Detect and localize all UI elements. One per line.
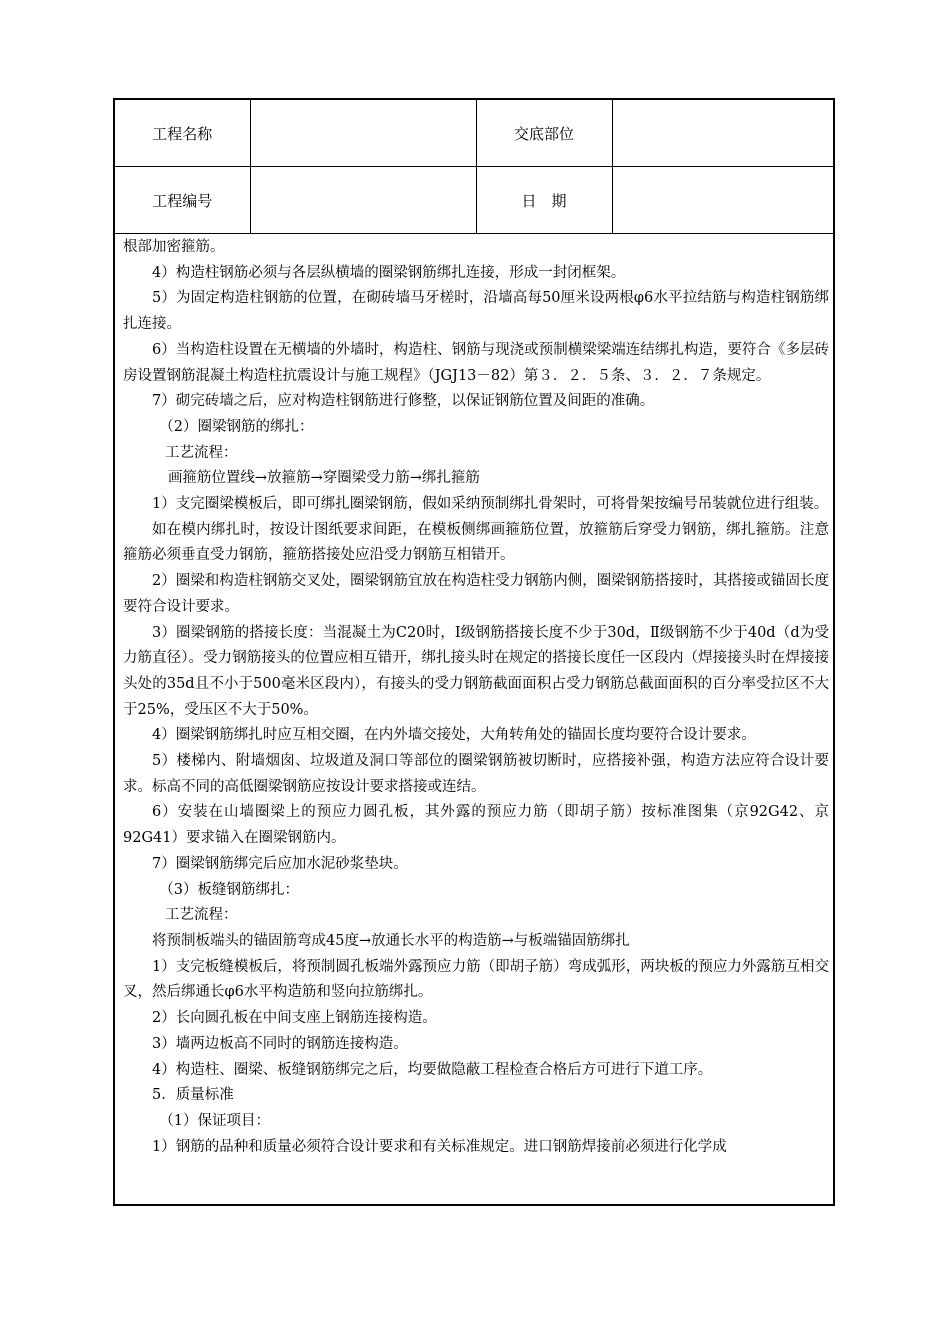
paragraph: 6）当构造柱设置在无横墙的外墙时，构造柱、钢筋与现浇或预制横梁梁端连结绑扎构造，要符合《多层砖房设置钢筋混凝土构造柱抗震设计与施工规程》（JGJ13－82）第３．２．５条、３．２．７条规定。 (123, 341, 829, 384)
paragraph: 根部加密箍筋。 (123, 239, 225, 255)
project-name-value[interactable] (250, 100, 476, 167)
paragraph: 2）长向圆孔板在中间支座上钢筋连接构造。 (152, 1010, 437, 1027)
section-heading: 5．质量标准 (152, 1087, 234, 1104)
paragraph: 7）圈梁钢筋绑完后应加水泥砂浆垫块。 (152, 855, 408, 872)
paragraph: 1）钢筋的品种和质量必须符合设计要求和有关标准规定。进口钢筋焊接前必须进行化学成 (152, 1138, 727, 1155)
section-heading: （2）圈梁钢筋的绑扎： (159, 418, 314, 435)
paragraph: 3）墙两边板高不同时的钢筋连接构造。 (152, 1035, 408, 1052)
section-heading: （1）保证项目： (159, 1112, 270, 1129)
paragraph: 工艺流程： (165, 907, 238, 924)
paragraph: 3）圈梁钢筋的搭接长度：当混凝土为C20时，Ⅰ级钢筋搭接长度不少于30d，Ⅱ级钢筋不少于40d（d为受力筋直径）。受力钢筋接头的位置应相互错开，绑扎接头时在规定的搭接长度任一区段内（焊接接头时在焊接接头处的35d且不小于500毫米区段内），有接头的受力钢筋截面面积占受力钢筋总截面面积的百分率受拉区不大于25%，受压区不大于50%。 (123, 624, 829, 718)
handover-part-label: 交底部位 (476, 100, 612, 167)
paragraph: 如在模内绑扎时，按设计图纸要求间距，在模板侧绑画箍筋位置，放箍筋后穿受力钢筋，绑扎箍筋。注意箍筋必须垂直受力钢筋，箍筋搭接处应沿受力钢筋互相错开。 (123, 521, 829, 564)
header-row-1 (115, 100, 833, 167)
paragraph: 7）砌完砖墙之后，应对构造柱钢筋进行修整，以保证钢筋位置及间距的准确。 (152, 393, 655, 410)
project-name-label: 工程名称 (115, 100, 250, 167)
paragraph: 1）支完圈梁模板后，即可绑扎圈梁钢筋，假如采纳预制绑扎骨架时，可将骨架按编号吊装就位进行组装。 (152, 496, 829, 513)
handover-part-value[interactable] (612, 100, 833, 167)
paragraph: 6）安装在山墙圈梁上的预应力圆孔板，其外露的预应力筋（即胡子筋）按标准图集（京92G42、京92G41）要求锚入在圈梁钢筋内。 (123, 804, 829, 847)
paragraph: 4）构造柱、圈梁、板缝钢筋绑完之后，均要做隐蔽工程检查合格后方可进行下道工序。 (152, 1061, 713, 1078)
disclosure-form-frame (113, 98, 835, 1206)
paragraph: 5）为固定构造柱钢筋的位置，在砌砖墙马牙槎时，沿墙高每50厘米设两根φ6水平拉结筋与构造柱钢筋绑扎连接。 (123, 290, 829, 333)
paragraph: 1）支完板缝模板后，将预制圆孔板端外露预应力筋（即胡子筋）弯成弧形，两块板的预应力外露筋互相交叉，然后绑通长φ6水平构造筋和竖向拉筋绑扎。 (123, 958, 829, 1001)
project-no-value[interactable] (250, 167, 476, 234)
header-row-2 (115, 167, 833, 234)
header-table (115, 100, 833, 234)
project-no-label: 工程编号 (115, 167, 250, 234)
handover-content (123, 235, 829, 1160)
paragraph: 4）圈梁钢筋绑扎时应互相交圈，在内外墙交接处，大角转角处的锚固长度均要符合设计要求。 (152, 727, 756, 744)
paragraph: 工艺流程： (165, 444, 238, 461)
process-flow: 将预制板端头的锚固筋弯成45度→放通长水平的构造筋→与板端锚固筋绑扎 (152, 932, 630, 949)
date-value[interactable] (612, 167, 833, 234)
date-label: 日 期 (476, 167, 612, 234)
paragraph: 5）楼梯内、附墙烟囱、垃圾道及洞口等部位的圈梁钢筋被切断时，应搭接补强，构造方法应符合设计要求。标高不同的高低圈梁钢筋应按设计要求搭接或连结。 (123, 753, 829, 795)
process-flow: 画箍筋位置线→放箍筋→穿圈梁受力筋→绑扎箍筋 (167, 470, 480, 487)
paragraph: 2）圈梁和构造柱钢筋交叉处，圈梁钢筋宜放在构造柱受力钢筋内侧，圈梁钢筋搭接时，其搭接或锚固长度要符合设计要求。 (123, 573, 829, 615)
paragraph: 4）构造柱钢筋必须与各层纵横墙的圈梁钢筋绑扎连接，形成一封闭框架。 (152, 264, 626, 281)
section-heading: （3）板缝钢筋绑扎： (159, 881, 299, 898)
